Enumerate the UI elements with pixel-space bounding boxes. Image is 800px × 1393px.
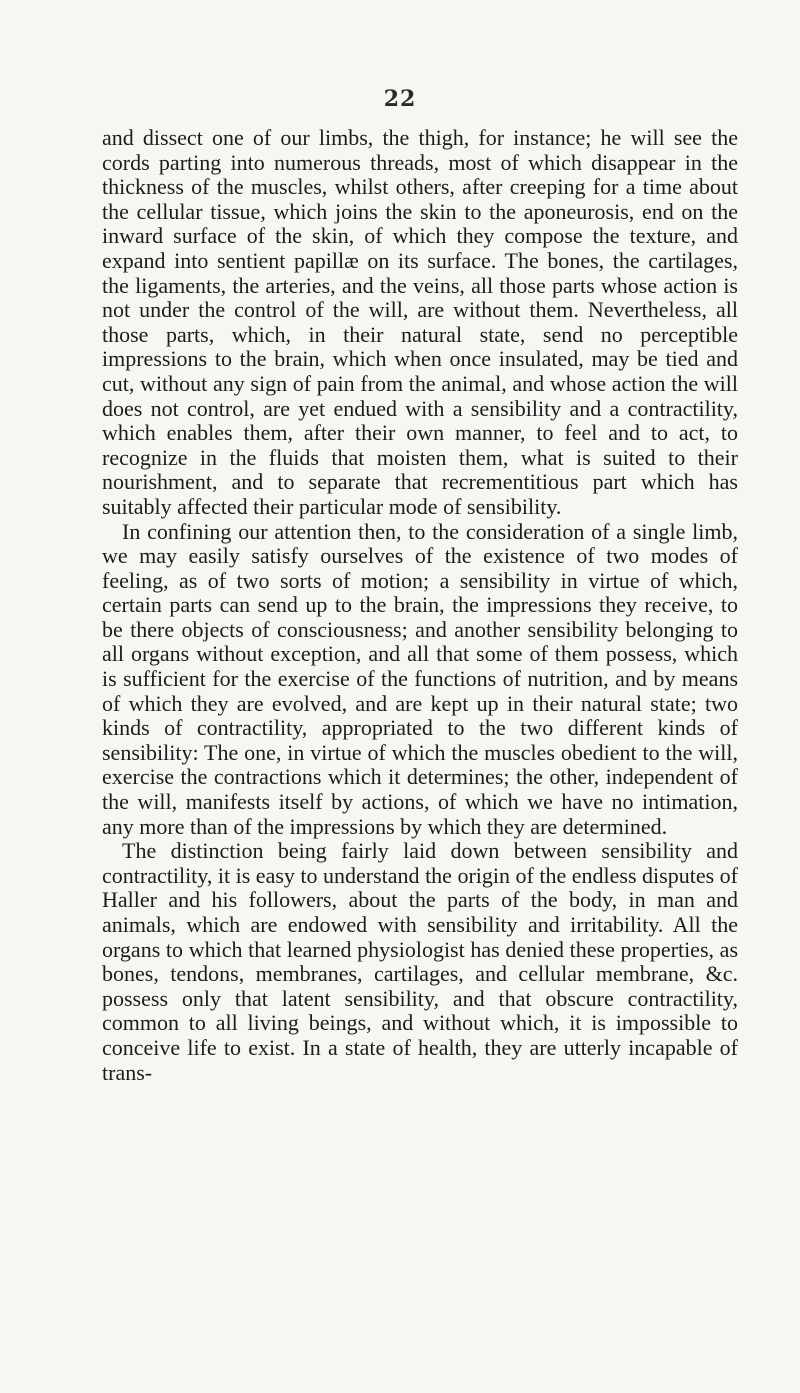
paragraph-1: and dissect one of our limbs, the thigh, for instance; he will see the cords parting into numerous threads, most of which disappear in the thickness of the muscles, whilst others, after creeping for a time about the cellular tissue, which joins the skin to the aponeurosis, end on the inward surface of the skin, of which they compose the texture, and expand into sentient papillæ on its surface. The bones, the cartilages, the ligaments, the arteries, and the veins, all those parts whose action is not under the control of the will, are without them. Nevertheless, all those parts, which, in their natural state, send no perceptible impressions to the brain, which when once insulated, may be tied and cut, without any sign of pain from the animal, and whose action the will does not control, are yet endued with a sensibility and a contractility, which enables them, after their own manner, to feel and to act, to recognize in the fluids that moisten them, what is suited to their nourishment, and to separate that recrementitious part which has suitably affected their particular mode of sensibility. (102, 125, 738, 519)
paragraph-2: In confining our attention then, to the consideration of a single limb, we may easily satisfy ourselves of the existence of two modes of feeling, as of two sorts of motion; a sensibility in virtue of which, certain parts can send up to the brain, the impressions they receive, to be there objects of consciousness; and another sensibility belonging to all organs without exception, and all that some of them possess, which is sufficient for the exercise of the functions of nutrition, and by means of which they are evolved, and are kept up in their natural state; two kinds of contractility, appropriated to the two different kinds of sensibility: The one, in virtue of which the muscles obedient to the will, exercise the contractions which it determines; the other, independent of the will, manifests itself by actions, of which we have no intimation, any more than of the impressions by which they are determined. (102, 518, 738, 839)
paragraph-3: The distinction being fairly laid down between sensibility and contractility, it is easy to understand the origin of the endless disputes of Haller and his followers, about the parts of the body, in man and animals, which are endowed with sensibility and irritability. All the organs to which that learned physiologist has denied these properties, as bones, tendons, membranes, cartilages, and cellular membrane, &c. possess only that latent sensibility, and that obscure contractility, common to all living beings, and without which, it is impossible to conceive life to exist. In a state of health, they are utterly incapable of trans- (102, 838, 738, 1085)
body-text (102, 126, 738, 1085)
page-number: 22 (383, 86, 417, 112)
